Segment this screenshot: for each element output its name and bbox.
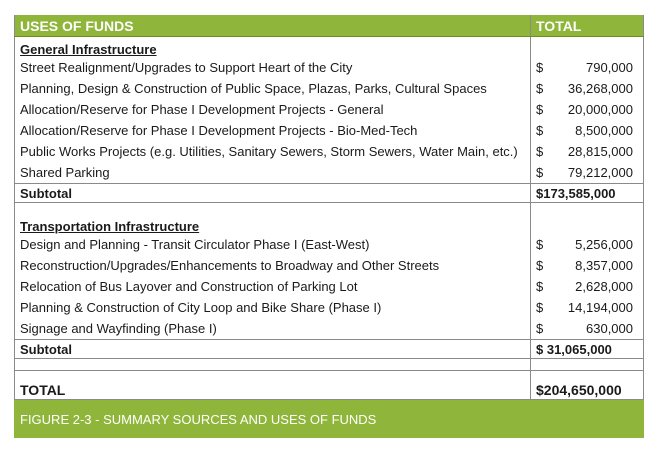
- amount-value: 8,500,000: [575, 123, 633, 138]
- row-amount: [536, 259, 643, 272]
- row-amount-cell: [531, 255, 644, 276]
- figure-caption-row: [15, 400, 644, 439]
- spacer-row: [15, 203, 644, 215]
- row-amount: [536, 238, 643, 251]
- subtotal-value: $ 31,065,000: [531, 340, 644, 359]
- subtotal-row: [15, 184, 644, 203]
- spacer-cell: [531, 359, 644, 371]
- table-row: [15, 141, 644, 162]
- row-description-part: Allocation/Reserve for Phase I Development Projects: [20, 102, 330, 117]
- subtotal-label: Subtotal: [15, 340, 531, 359]
- row-description-part: Design and Planning: [20, 237, 144, 252]
- amount-value: 790,000: [586, 60, 633, 75]
- table-row: [15, 297, 644, 318]
- spacer-cell: [531, 203, 644, 215]
- row-amount-cell: [531, 162, 644, 184]
- row-amount-cell: [531, 234, 644, 255]
- row-description-part: Signage and Wayfinding (Phase I): [20, 321, 217, 336]
- header-uses-of-funds: USES OF FUNDS: [15, 15, 531, 37]
- row-amount: [536, 124, 643, 137]
- section-title-row: [15, 37, 644, 58]
- amount-value: 36,268,000: [567, 81, 633, 96]
- currency-symbol: $: [536, 123, 544, 138]
- uses-of-funds-table: [14, 15, 644, 438]
- row-description: [15, 162, 531, 184]
- row-amount-cell: [531, 318, 644, 340]
- figure-caption: FIGURE 2-3 - SUMMARY SOURCES AND USES OF FUNDS: [15, 400, 644, 439]
- table-row: [15, 162, 644, 184]
- row-amount: [536, 301, 643, 314]
- section-title: General Infrastructure: [15, 37, 531, 58]
- amount-value: 5,256,000: [575, 237, 633, 252]
- row-description: [15, 120, 531, 141]
- spacer-cell: [15, 359, 531, 371]
- row-description: [15, 57, 531, 78]
- row-description: [15, 255, 531, 276]
- row-description: [15, 78, 531, 99]
- spacer-row: [15, 359, 644, 371]
- row-amount: [536, 103, 643, 116]
- row-amount-cell: [531, 57, 644, 78]
- table-row: [15, 57, 644, 78]
- row-amount: [536, 145, 643, 158]
- table-row: [15, 120, 644, 141]
- amount-value: 20,000,000: [567, 102, 633, 117]
- currency-symbol: $: [536, 60, 544, 75]
- row-description: [15, 234, 531, 255]
- amount-value: 79,212,000: [567, 165, 633, 180]
- table-row: [15, 255, 644, 276]
- total-row: [15, 371, 644, 400]
- subtotal-label: Subtotal: [15, 184, 531, 203]
- row-description: [15, 297, 531, 318]
- subtotal-row: [15, 340, 644, 359]
- spacer-cell: [15, 203, 531, 215]
- currency-symbol: $: [536, 300, 544, 315]
- currency-symbol: $: [536, 81, 544, 96]
- row-amount: [536, 322, 643, 335]
- row-description-part: - Transit Circulator Phase I (East-West): [143, 237, 370, 252]
- currency-symbol: $: [536, 102, 544, 117]
- amount-value: 28,815,000: [567, 144, 633, 159]
- row-amount-cell: [531, 141, 644, 162]
- row-description-part: Planning & Construction of City Loop and Bike Share (Phase I): [20, 300, 382, 315]
- section-title-row: [15, 214, 644, 234]
- row-description-part: Public Works Projects (e.g. Utilities, Sanitary Sewers, Storm Sewers, Water Main, etc.): [20, 144, 518, 159]
- table-row: [15, 78, 644, 99]
- section-title-amount-cell: [531, 37, 644, 58]
- row-description-part: Reconstruction/Upgrades/Enhancements to Broadway and Other Streets: [20, 258, 440, 273]
- currency-symbol: $: [536, 321, 544, 336]
- amount-value: 2,628,000: [575, 279, 633, 294]
- header-total: TOTAL: [531, 15, 644, 37]
- subtotal-value: $173,585,000: [531, 184, 644, 203]
- row-description: [15, 276, 531, 297]
- table-row: [15, 276, 644, 297]
- row-description: [15, 318, 531, 340]
- section-title: Transportation Infrastructure: [15, 214, 531, 234]
- row-description-part: Relocation of Bus Layover and Construction of Parking Lot: [20, 279, 358, 294]
- row-amount: [536, 166, 643, 179]
- amount-value: 8,357,000: [575, 258, 633, 273]
- table-row: [15, 318, 644, 340]
- row-description-part: Street Realignment/Upgrades to Support Heart of the City: [20, 60, 353, 75]
- table-body: [15, 37, 644, 439]
- row-description: [15, 99, 531, 120]
- currency-symbol: $: [536, 237, 544, 252]
- table-row: [15, 99, 644, 120]
- row-amount-cell: [531, 276, 644, 297]
- section-title-amount-cell: [531, 214, 644, 234]
- total-label: TOTAL: [15, 371, 531, 400]
- currency-symbol: $: [536, 165, 544, 180]
- row-amount: [536, 82, 643, 95]
- total-value: $204,650,000: [531, 371, 644, 400]
- currency-symbol: $: [536, 144, 544, 159]
- table-header-row: [15, 15, 644, 37]
- row-description: [15, 141, 531, 162]
- row-description-part: Allocation/Reserve for Phase I Development Projects: [20, 123, 330, 138]
- row-amount-cell: [531, 78, 644, 99]
- row-amount-cell: [531, 120, 644, 141]
- amount-value: 14,194,000: [567, 300, 633, 315]
- row-description-part: Planning, Design & Construction of Public Space, Plazas, Parks, Cultural Spaces: [20, 81, 487, 96]
- row-description-part: - Bio-Med-Tech: [329, 123, 418, 138]
- currency-symbol: $: [536, 279, 544, 294]
- row-amount: [536, 280, 643, 293]
- row-description-part: Shared Parking: [20, 165, 110, 180]
- amount-value: 630,000: [586, 321, 633, 336]
- row-amount-cell: [531, 297, 644, 318]
- table-row: [15, 234, 644, 255]
- row-description-part: - General: [329, 102, 384, 117]
- row-amount-cell: [531, 99, 644, 120]
- currency-symbol: $: [536, 258, 544, 273]
- row-amount: [536, 61, 643, 74]
